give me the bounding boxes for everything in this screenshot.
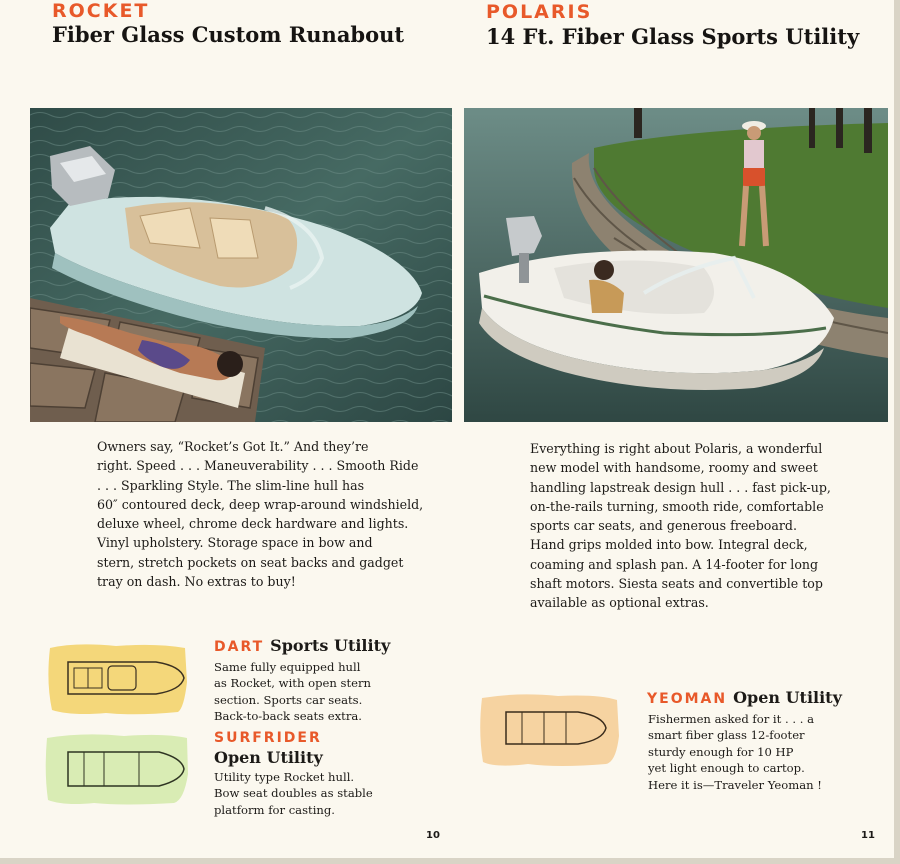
polaris-headline: 14 Ft. Fiber Glass Sports Utility [486, 24, 860, 49]
dart-brand: DART [214, 639, 265, 655]
yeoman-boat-swatch [478, 692, 621, 768]
dart-description-line: section. Sports car seats. [214, 692, 363, 707]
rocket-description-line: 60″ contoured deck, deep wrap-around windshield, [97, 496, 424, 512]
yeoman-description-line: smart fiber glass 12-footer [648, 728, 805, 743]
polaris-description-line: Hand grips molded into bow. Integral deck, [530, 537, 808, 553]
page-number-right: 11 [861, 830, 875, 841]
surfrider-title [214, 728, 323, 768]
surfrider-description-line: platform for casting. [214, 802, 335, 817]
polaris-description [530, 439, 831, 613]
polaris-description-line: on-the-rails turning, smooth ride, comfortable [530, 498, 824, 514]
page-number-left: 10 [426, 830, 440, 841]
rocket-description [97, 437, 423, 591]
dart-description-line: as Rocket, with open stern [214, 676, 372, 691]
rocket-description-line: . . . Sparkling Style. The slim-line hull has [97, 477, 365, 493]
polaris-description-line: sports car seats, and generous freeboard. [530, 518, 797, 534]
dart-boat-swatch [46, 642, 189, 716]
rocket-description-line: Owners say, “Rocket’s Got It.” And they’re [97, 439, 369, 454]
polaris-boat-illustration [464, 108, 888, 422]
dart-description-line: Same fully equipped hull [214, 660, 361, 674]
polaris-brand: POLARIS [486, 1, 593, 23]
dart-type: Sports Utility [270, 636, 391, 655]
polaris-description-line: new model with handsome, roomy and sweet [530, 460, 818, 476]
polaris-description-line: coaming and splash pan. A 14-footer for long [530, 556, 819, 572]
dart-description-line: Back-to-back seats extra. [214, 709, 362, 724]
rocket-description-line: right. Speed . . . Maneuverability . . . Smooth Ride [97, 458, 419, 474]
rocket-description-line: tray on dash. No extras to buy! [97, 574, 296, 590]
dart-title [214, 636, 390, 655]
yeoman-description-line: sturdy enough for 10 HP [648, 744, 794, 759]
page-edge [894, 0, 900, 864]
polaris-photo [464, 108, 888, 422]
rocket-description-line: Vinyl upholstery. Storage space in bow and [97, 535, 373, 551]
surfrider-description-line: Utility type Rocket hull. [214, 770, 355, 784]
rocket-headline: Fiber Glass Custom Runabout [52, 22, 405, 47]
yeoman-title [647, 688, 842, 707]
surfrider-type: Open Utility [214, 748, 323, 767]
surfrider-boat-swatch [44, 732, 190, 806]
surfrider-description [214, 769, 373, 818]
yeoman-description-line: Here it is—Traveler Yeoman ! [648, 777, 822, 792]
dart-description [214, 659, 371, 725]
polaris-description-line: handling lapstreak design hull . . . fast pick-up, [530, 479, 831, 495]
rocket-brand: ROCKET [52, 0, 150, 22]
page-bottom-edge [0, 858, 900, 864]
rocket-photo [30, 108, 452, 422]
surfrider-brand: SURFRIDER [214, 730, 322, 746]
yeoman-description-line: Fishermen asked for it . . . a [648, 712, 815, 726]
rocket-description-line: deluxe wheel, chrome deck hardware and lights. [97, 516, 409, 532]
polaris-description-line: available as optional extras. [530, 595, 709, 611]
polaris-description-line: shaft motors. Siesta seats and convertible top [530, 576, 823, 592]
rocket-description-line: stern, stretch pockets on seat backs and gadget [97, 554, 404, 570]
surfrider-description-line: Bow seat doubles as stable [214, 786, 373, 801]
yeoman-brand: YEOMAN [647, 691, 728, 707]
rocket-boat-illustration [30, 108, 452, 422]
yeoman-description-line: yet light enough to cartop. [648, 761, 805, 776]
yeoman-description [648, 711, 822, 793]
yeoman-type: Open Utility [733, 688, 842, 707]
polaris-description-line: Everything is right about Polaris, a wonderful [530, 441, 823, 456]
